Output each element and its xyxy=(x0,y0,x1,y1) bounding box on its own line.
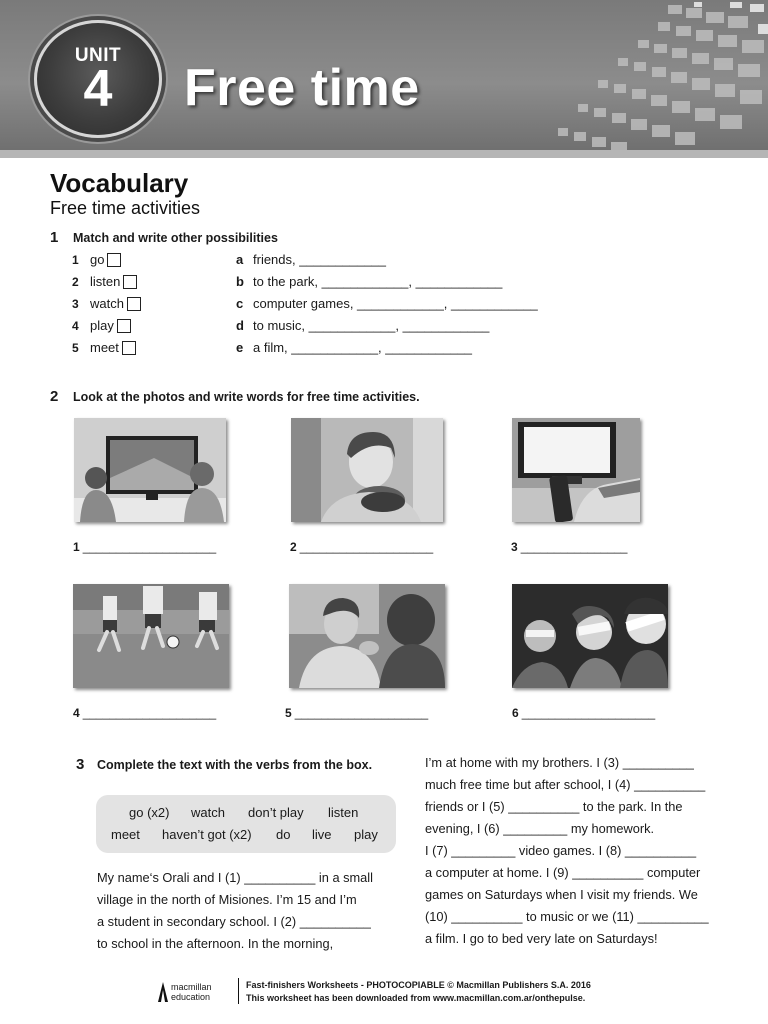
option-text[interactable]: a film, ____________, ____________ xyxy=(253,340,473,355)
option-text[interactable]: to music, ____________, ____________ xyxy=(253,318,490,333)
unit-title: Free time xyxy=(184,59,420,117)
answer-box[interactable] xyxy=(127,297,141,311)
match-option xyxy=(236,296,538,311)
exercise-3-number: 3 xyxy=(76,756,85,773)
caption-number: 3 xyxy=(511,540,518,554)
publisher-logo xyxy=(158,980,230,1004)
option-text[interactable]: computer games, ____________, ____________ xyxy=(253,296,538,311)
match-option xyxy=(236,252,386,267)
eating-photo xyxy=(291,418,443,522)
match-option xyxy=(236,274,502,289)
caption-number: 1 xyxy=(73,540,80,554)
photo-caption xyxy=(73,540,216,554)
unit-header xyxy=(0,0,768,152)
box-word: watch xyxy=(191,805,225,820)
option-letter: a xyxy=(236,252,244,267)
football-photo xyxy=(73,584,229,688)
box-word: don’t play xyxy=(248,805,304,820)
item-number: 5 xyxy=(72,340,79,355)
box-word: go (x2) xyxy=(129,805,170,820)
caption-number: 5 xyxy=(285,706,292,720)
unit-number: 4 xyxy=(83,60,113,118)
box-word: haven’t got (x2) xyxy=(162,827,252,842)
exercise-2-instruction: Look at the photos and write words for free time activities. xyxy=(73,390,420,404)
logo-line-2: education xyxy=(171,992,211,1002)
item-word: play xyxy=(90,318,114,333)
text-line: (10) __________ to music or we (11) __________ xyxy=(425,909,709,924)
item-number: 1 xyxy=(72,252,79,267)
answer-blank[interactable]: ____________________ xyxy=(294,706,429,720)
text-line: a film. I go to bed very late on Saturdays! xyxy=(425,931,658,946)
box-word: live xyxy=(312,827,332,842)
footer-copyright: Fast-finishers Worksheets - PHOTOCOPIABLE © Macmillan Publishers S.A. 2016 xyxy=(246,980,591,990)
logo-mark-icon xyxy=(158,982,168,1002)
exercise-1-number: 1 xyxy=(50,229,59,246)
photo-caption xyxy=(73,706,216,720)
watching-tv-photo xyxy=(512,418,640,522)
caption-number: 4 xyxy=(73,706,80,720)
caption-number: 2 xyxy=(290,540,297,554)
cinema-photo xyxy=(512,584,668,688)
unit-badge xyxy=(34,20,162,138)
answer-blank[interactable]: ____________________ xyxy=(521,706,656,720)
text-line: friends or I (5) __________ to the park. In the xyxy=(425,799,683,814)
option-letter: e xyxy=(236,340,244,355)
footer-divider xyxy=(238,978,239,1004)
box-word: do xyxy=(276,827,291,842)
answer-box[interactable] xyxy=(123,275,137,289)
mosaic-pattern xyxy=(518,0,768,152)
text-line: evening, I (6) _________ my homework. xyxy=(425,821,655,836)
unit-label: UNIT xyxy=(74,45,122,66)
option-text[interactable]: to the park, ____________, ____________ xyxy=(253,274,503,289)
item-number: 2 xyxy=(72,274,79,289)
box-word: play xyxy=(354,827,378,842)
text-line: a computer at home. I (9) __________ computer xyxy=(425,865,701,880)
match-option xyxy=(236,340,472,355)
friends-photo xyxy=(289,584,445,688)
match-item xyxy=(72,318,131,333)
option-text[interactable]: friends, ____________ xyxy=(253,252,387,267)
video-game-photo xyxy=(74,418,226,522)
exercise-2-number: 2 xyxy=(50,388,59,405)
word-box xyxy=(96,795,396,853)
photo-caption xyxy=(511,540,627,554)
exercise-3-instruction: Complete the text with the verbs from the box. xyxy=(97,758,373,772)
match-option xyxy=(236,318,489,333)
text-line: village in the north of Misiones. I’m 15 and I’m xyxy=(97,892,357,907)
match-item xyxy=(72,252,121,267)
header-divider xyxy=(0,150,768,158)
item-word: watch xyxy=(90,296,124,311)
answer-blank[interactable]: ____________________ xyxy=(82,540,217,554)
text-line: I (7) _________ video games. I (8) __________ xyxy=(425,843,697,858)
answer-blank[interactable]: ____________________ xyxy=(299,540,434,554)
answer-blank[interactable]: ____________________ xyxy=(82,706,217,720)
option-letter: c xyxy=(236,296,244,311)
option-letter: b xyxy=(236,274,244,289)
answer-box[interactable] xyxy=(122,341,136,355)
text-line: I’m at home with my brothers. I (3) __________ xyxy=(425,755,694,770)
section-subtitle: Free time activities xyxy=(50,198,201,218)
text-line: a student in secondary school. I (2) __________ xyxy=(97,914,371,929)
text-line: games on Saturdays when I visit my friends. We xyxy=(425,887,698,902)
box-word: listen xyxy=(328,805,359,820)
item-word: listen xyxy=(90,274,121,289)
text-line: to school in the afternoon. In the morning, xyxy=(97,936,334,951)
box-word: meet xyxy=(111,827,140,842)
photo-caption xyxy=(290,540,433,554)
footer-download-note: This worksheet has been downloaded from www.macmillan.com.ar/onthepulse. xyxy=(246,993,586,1003)
logo-line-1: macmillan xyxy=(171,982,212,992)
answer-box[interactable] xyxy=(107,253,121,267)
match-item xyxy=(72,340,136,355)
item-word: go xyxy=(90,252,105,267)
answer-box[interactable] xyxy=(117,319,131,333)
photo-caption xyxy=(512,706,655,720)
item-number: 4 xyxy=(72,318,79,333)
photo-caption xyxy=(285,706,428,720)
caption-number: 6 xyxy=(512,706,519,720)
text-line: My name‘s Orali and I (1) __________ in a small xyxy=(97,870,373,885)
section-title: Vocabulary xyxy=(50,168,189,198)
match-item xyxy=(72,296,141,311)
answer-blank[interactable]: ________________ xyxy=(520,540,628,554)
exercise-1-instruction: Match and write other possibilities xyxy=(73,231,278,245)
text-line: much free time but after school, I (4) __________ xyxy=(425,777,706,792)
match-item xyxy=(72,274,137,289)
item-number: 3 xyxy=(72,296,79,311)
item-word: meet xyxy=(90,340,119,355)
option-letter: d xyxy=(236,318,244,333)
